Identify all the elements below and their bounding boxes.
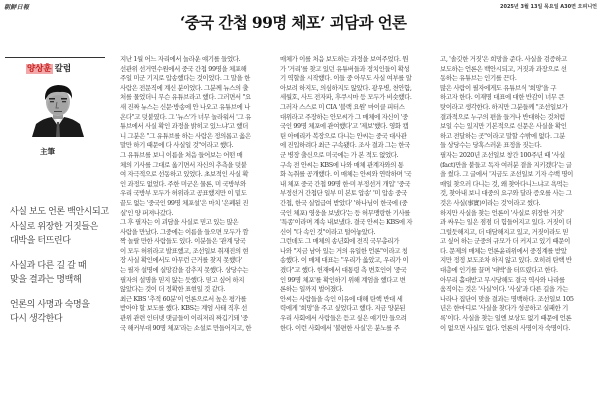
body-text-line: 아무리 홀대받고 무시당해도 결국 역사와 나라를 [440, 275, 565, 284]
pullquote-line: 대박을 터뜨린다 [10, 236, 71, 246]
body-text-line: 받아야 할 보도를 했다. KBS는 계엄 사태 직후 선 [120, 304, 247, 313]
body-text-line: 화 녹취를 공개했다. 이 매체는 안씨와 연락하며 '국 [280, 170, 412, 179]
body-text-line: 매일 찾으러 다니는 것, 왜 찾아다니느냐고 욕먹는 [440, 179, 569, 188]
body-text-line: 짝 놀랄 만한 사람들도 있다. 이분들은 '관계 당국 [120, 237, 246, 246]
body-text-line: 세월호, 사드 전자파, 후쿠시마 등 모두가 비슷했다. [280, 93, 412, 102]
body-text-line: 에 진입하려다 최근 구속됐다. 조사 결과 그는 한국 [280, 141, 410, 150]
body-text-line: 체의 기사를 그대로 옮기면서 자신의 추측을 덧붙 [120, 160, 247, 169]
pullquote-line: 언론의 사명과 숙명을 [10, 299, 90, 310]
body-text-line: 부정선거 간첩단 일부 미 본토 압송' '미 압송 중국 [280, 189, 407, 198]
body-text-line: 다. 문제의 매체는 언론윤리위에서 중징계를 받았 [440, 246, 567, 255]
body-text-line: (fact)만을 붙들고 독자 여러분 곁을 지키겠다'는 글 [440, 160, 572, 169]
body-text-line: 이 모두 허위라고 발표했고, 조선일보 취재진의 현 [120, 246, 249, 255]
body-text-line: 안씨는 사람들을 속인 이유에 대해 탄핵 반대 세 [280, 294, 403, 303]
author-portrait-icon [30, 80, 86, 137]
body-text-line: 하고 전달하는 곳"이라고 말할 수밖에 없다. 그분 [440, 131, 566, 140]
pullquote [10, 205, 120, 249]
body-text-line: 보도하는 언론은 백안시되고, 거짓과 과장으로 선 [440, 64, 567, 73]
body-text-line: 우리 국방부 모두가 허위라고 공표했지만 이 밑도 [120, 189, 247, 198]
body-text-line: 이 없으면 사실도 없다. 언론의 사명이자 숙명이다. [440, 323, 570, 332]
article-headline: ‘중국 간첩 99명 체포’ 괴담과 언론 [180, 13, 407, 32]
pullquote-line: 사실로 위장한 거짓들은 [10, 221, 98, 232]
body-text-line: 론하는 일까지 벌어졌다. [280, 285, 344, 294]
dateline: 2025년 3월 13일 목요일 A30면 오피니언 [499, 4, 597, 10]
body-text-line: 나라나 집단이 맞을 결과는 명백하다. 조선일보 105 [440, 294, 574, 303]
body-text-line: 들 상당수는 당혹스러운 표정을 짓는다. [440, 141, 542, 150]
body-text-line: 여 자극적으로 선동하고 있었다. 초보적인 사실 확 [120, 170, 249, 179]
body-text-line: 그럴듯해지고, 더 대담해지고 있고, 거짓이라도 믿 [440, 227, 569, 236]
body-text-line: 새 진짜 뉴스는 신문·방송에 안 나오고 유튜브에 나 [120, 102, 250, 111]
body-text-line: 실'인 양 퍼져나갔다. [120, 208, 174, 217]
body-text-line: 않았다는 것이 더 정확한 표현일 것 같다. [120, 285, 225, 294]
body-text-line: 말만 하기 때문에 다 사실일 것"이라고 했다. [120, 141, 234, 150]
author-photo [30, 80, 86, 137]
body-text-line: 튜브에서 사실 확인 과정을 밝히고 있느냐'고 했더 [120, 122, 248, 131]
body-text-line: 간첩, 한국 실업급여 받았다' '하나님이 한국에 (중 [280, 198, 408, 207]
body-text-line: 장 사실 확인에서도 아무런 근거를 찾지 못했다' [120, 256, 243, 265]
byline [26, 62, 71, 74]
body-text-line: 록'이다. 사실을 찾는 일엔 보상도 없기 때문에 언론 [440, 314, 572, 323]
body-text-line: 인 과정도 없었다. 주한 미군은 물론, 미 국방부와 [120, 179, 246, 188]
body-text-line: 력에게 '희망'을 주고 싶었다고 했다. 지금 양분된 [280, 304, 406, 313]
body-text-line: 사람은 전문직에 계신 분이었다. 그분께 뉴스의 출 [120, 83, 249, 92]
pullquote [10, 298, 120, 327]
body-text-line: 인 99명 체포'를 확인하기 위해 계엄을 했다고 변 [280, 275, 406, 284]
body-text-line: 것, 찾아내 보니 대중의 요구와 달라 증오를 사는 그 [440, 189, 572, 198]
body-text-line: 송했다. 이 매체 대표는 "우리가 옳았고, 우리가 이 [280, 256, 409, 265]
body-text-line: 온다"고 덧붙였다. 그 '뉴스'가 너무 놀라워서 '그 유 [120, 112, 251, 121]
column-label: 칼럼 [54, 64, 72, 74]
body-text-line: 대위라고 주장하는 안모씨가 그 매체에 자신이 '중 [280, 112, 408, 121]
body-text-line: 기 역할을 시작했다. 이들 중 아무도 사실 여부를 알 [280, 74, 412, 83]
body-text-line: 년은 한마디로 '사실을 찾다가 성공하고 실패한 기 [440, 304, 568, 313]
body-text-line: 과 싸우는 일은 점점 더 힘들어지고 있다. 거짓이 더 [440, 218, 572, 227]
pullquote-line: 사실 보도 언론 백안시되고 [10, 207, 109, 217]
body-text-line: 하고자 한다. 이재명 대표에 대한 반감이 너무 큰 [440, 93, 565, 102]
body-text-line: 그러자 스스로 미 CIA '블랙 요원' 마이클 피터스 [280, 102, 405, 111]
body-text-line: 사람을 만났다. 그중에는 이름을 들으면 모두가 깜 [120, 227, 249, 236]
body-text-line: 우리 사회에서 사람들은 듣고 싶은 얘기만 들으려 [280, 314, 407, 323]
body-text-line: 는 필자 설명에 실망감을 감추지 못했다. 상당수는 [120, 266, 249, 275]
body-text-line: 고 싶어 하는 군중의 규모가 더 커지고 있기 때문이 [440, 237, 570, 246]
body-text-line: 신이 "다 속인 것"이라고 털어놓았다. [280, 227, 376, 236]
body-text-line: 처를 물었더니 무슨 유튜브라고 했다. 그러면서 "요 [120, 93, 251, 102]
body-text-line: 것은 사실(事實)이라는 것'이라고 썼다. [440, 198, 541, 207]
body-column-1 [120, 55, 275, 333]
body-text-line: '특종'이라며 계속 내보냈다. 결국 안씨는 KBS에 자 [280, 218, 413, 227]
author-name: 양상훈 [27, 64, 52, 74]
body-text-line: 보일 수는 있지만 기본적으로 신문은 사실을 확인 [440, 122, 567, 131]
body-text-line: 하지만 사실을 찾는 언론이 '사실로 위장한 거짓' [440, 208, 564, 217]
body-text-line: 그 후 필자는 이 괴담을 사실로 믿고 있는 많은 [120, 218, 239, 227]
pullquote-line: 사실과 다른 길 갈 때 [10, 260, 87, 271]
body-text-line: 국인 99명 체포에 관여했다'고 '제보'했다. 영화 캡 [280, 122, 409, 131]
body-text-line: 관위 관련 인터넷 댓글들이 이리저리 짜깁기돼 '중 [120, 314, 248, 323]
body-text-line: 국 해커부대 90명 체포'라는 소설로 만들어지고, 한 [120, 323, 252, 332]
body-text-line: 을 썼다. 그 글에서 '지금도 조선일보 기자 수백 명이 [440, 170, 574, 179]
body-text-line: 내 체포 중국 간첩 99명 한·미 부정선거 개입' '중국 [280, 179, 411, 188]
body-text-line: 그 유튜브를 보니 이름을 처음 들어보는 어떤 매 [120, 150, 243, 159]
body-column-2 [280, 55, 435, 333]
pullquote-line: 다시 생각한다 [10, 314, 63, 324]
body-text-line: 필자는 2020년 조선일보 창간 100주년 때 '사실 [440, 150, 565, 159]
body-text-line: 동하는 유튜브는 인기를 끈다. [440, 74, 517, 83]
body-text-line: 군 병장 출신으로 미국에는 가 본 적도 없었다. [280, 150, 399, 159]
body-text-line: 겼다"고 했다. 헌재에서 대통령 측 변호인이 '중국 [280, 266, 407, 275]
body-text-line: 끝도 없는 '중국인 99명 체포설'은 마치 '은폐된 진 [120, 198, 249, 207]
body-text-line: 가 '거리'를 찾고 있던 유튜버들과 정치인들이 확성 [280, 64, 410, 73]
body-text-line: 대층에 인기를 끌며 '대박'을 터뜨렸다고 한다. [440, 266, 558, 275]
body-text-line: 지만 정정 보도조차 하지 않고 있다. 오히려 탄핵 반 [440, 256, 572, 265]
sidebar-rule [5, 57, 105, 58]
body-text-line: 지난 1월 어느 자리에서 놀라운 얘기를 들었다. [120, 55, 241, 63]
body-text-line: 나와 "지금 남아 있는 거의 유일한 언론"이라고 칭 [280, 246, 408, 255]
body-text-line: 고, '솔깃한 거짓'은 희망을 준다. 사실을 검증하고 [440, 55, 567, 63]
author-title: 主筆 [40, 147, 55, 156]
body-text-line: 결과적으로 누구의 편을 들거나 반대하는 것처럼 [440, 112, 565, 121]
body-text-line: 최근 KBS '추적 60분'이 언론으로서 높은 평가를 [120, 294, 247, 303]
body-text-line: 한다. 이런 사회에서 '불편한 사실'은 분노를 주 [280, 323, 400, 332]
body-text-line: 주일 미군 기지로 압송했다는 것이었다. 그 말을 한 [120, 74, 250, 83]
body-text-line: 그런데도 그 매체의 송년회에 전직 국무총리가 [280, 237, 400, 246]
body-column-3 [440, 55, 595, 333]
body-text-line: 매체가 이를 처음 보도하는 과정을 보여주었다. 뭔 [280, 55, 409, 63]
body-text-line: 아보려 하지도, 의심하지도 않았다. 광우병, 천안함, [280, 83, 412, 92]
pullquote-line: 맞을 결과는 명백해 [10, 275, 82, 285]
body-text-line: 니 그분은 "그 유튜브를 하는 사람은 정의롭고 옳은 [120, 131, 251, 140]
body-text-line: 많은 사람이 필자에게도 유튜브식 '희망'을 구 [440, 83, 557, 92]
masthead: 朝鮮日報 [4, 4, 30, 11]
body-text-line: 국인 체포) 영웅을 보냈다'는 등 허무맹랑한 기사를 [280, 208, 411, 217]
body-text-line: 구속 전 안씨는 KBS에 나와 매체 관계자와의 통 [280, 160, 404, 169]
body-text-line: 틴 아메리카 복장으로 다니는 안씨는 중국 대사관 [280, 131, 407, 140]
body-text-line: 필자의 설명을 믿지 않는 듯했다. 믿고 싶어 하지 [120, 275, 245, 284]
body-text-line: 움직이는 것은 '사실'이다. '사실'과 다른 길을 가는 [440, 285, 569, 294]
body-text-line: 선관위 선거연수원에서 중국 간첩 99명을 체포해 [120, 64, 247, 73]
pullquotes [10, 205, 120, 337]
pullquote [10, 259, 120, 288]
body-text-line: 탓이라고 생각한다. 하지만 그분들께 "조선일보가 [440, 102, 568, 111]
